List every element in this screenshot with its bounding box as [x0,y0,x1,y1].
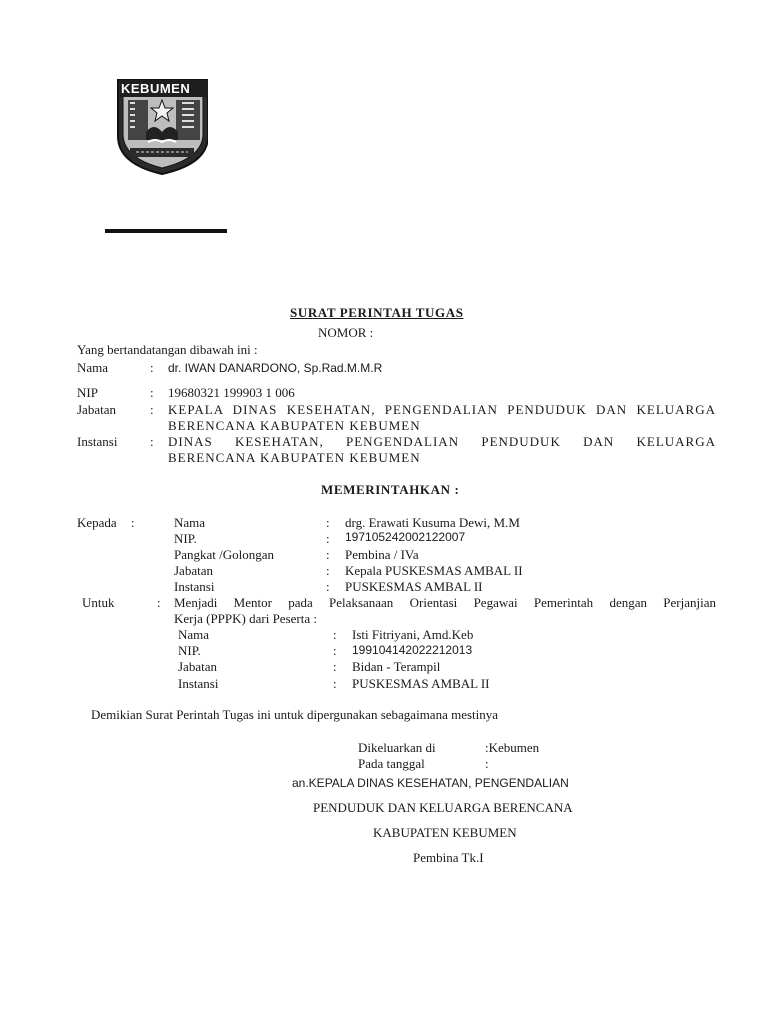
kepada-jabatan-value: Kepala PUSKESMAS AMBAL II [345,563,523,578]
peserta-instansi-label: Instansi [178,676,219,691]
signature-rank: Pembina Tk.I [413,850,484,865]
kepada-nip-value: 197105242002122007 [345,530,466,544]
kepada-nama-colon: : [326,515,330,530]
kepada-instansi-label: Instansi [174,579,215,594]
untuk-line2: Kerja (PPPK) dari Peserta : [174,611,317,626]
signer-instansi-colon: : [150,434,154,449]
kepada-nip-colon: : [326,531,330,546]
issued-date-label: Pada tanggal [358,756,425,771]
untuk-line1: Menjadi Mentor pada Pelaksanaan Orientasi Pegawai Pemerintah dengan Perjanjian [174,595,716,610]
peserta-nama-label: Nama [178,627,210,642]
signer-jabatan-label: Jabatan [77,402,116,417]
peserta-jabatan-label: Jabatan [178,659,217,674]
logo-text: KEBUMEN [121,81,191,96]
peserta-instansi-colon: : [333,676,337,691]
kepada-pangkat-colon: : [326,547,330,562]
document-title: SURAT PERINTAH TUGAS [290,305,464,320]
kepada-instansi-colon: : [326,579,330,594]
peserta-nama-colon: : [333,627,337,642]
peserta-jabatan-colon: : [333,659,337,674]
signer-nip-colon: : [150,385,154,400]
issued-place-label: Dikeluarkan di [358,740,436,755]
peserta-nip-colon: : [333,643,337,658]
kepada-nama-value: drg. Erawati Kusuma Dewi, M.M [345,515,520,530]
signer-jabatan-colon: : [150,402,154,417]
signer-instansi-line1: DINAS KESEHATAN, PENGENDALIAN PENDUDUK DAN KELUARGA [168,434,716,449]
intro-text: Yang bertandatangan dibawah ini : [77,342,258,357]
nomor-label: NOMOR : [318,325,374,340]
signer-nama-label: Nama [77,360,109,375]
kepada-pangkat-value: Pembina / IVa [345,547,419,562]
kepada-colon: : [131,515,135,530]
kepada-nip-label: NIP. [174,531,197,546]
peserta-jabatan-value: Bidan - Terampil [352,659,441,674]
kepada-pangkat-label: Pangkat /Golongan [174,547,275,562]
peserta-instansi-value: PUSKESMAS AMBAL II [352,676,490,691]
signer-nama-colon: : [150,360,154,375]
kepada-jabatan-label: Jabatan [174,563,213,578]
peserta-nip-value: 199104142022212013 [352,643,473,657]
kepada-instansi-value: PUSKESMAS AMBAL II [345,579,483,594]
kebumen-logo [116,76,208,176]
kepada-nama-label: Nama [174,515,206,530]
untuk-label: Untuk [82,595,115,610]
letterhead-rule [105,229,227,233]
signature-line3: KABUPATEN KEBUMEN [373,825,517,840]
signature-line1: an.KEPALA DINAS KESEHATAN, PENGENDALIAN [292,776,569,790]
issued-place-value: :Kebumen [485,740,540,755]
untuk-colon: : [157,595,161,610]
issued-date-colon: : [485,756,489,771]
kepada-jabatan-colon: : [326,563,330,578]
signer-instansi-line2: BERENCANA KABUPATEN KEBUMEN [168,450,421,465]
signer-jabatan-line1: KEPALA DINAS KESEHATAN, PENGENDALIAN PENDUDUK DAN KELUARGA [168,402,716,417]
signer-jabatan-line2: BERENCANA KABUPATEN KEBUMEN [168,418,421,433]
signature-line2: PENDUDUK DAN KELUARGA BERENCANA [313,800,573,815]
peserta-nama-value: Isti Fitriyani, Amd.Keb [352,627,474,642]
signer-nama-value: dr. IWAN DANARDONO, Sp.Rad.M.M.R [168,361,383,375]
signer-nip-value: 19680321 199903 1 006 [168,385,295,400]
signer-nip-label: NIP [77,385,98,400]
kepada-label: Kepada [77,515,117,530]
peserta-nip-label: NIP. [178,643,201,658]
order-heading: MEMERINTAHKAN : [321,482,460,497]
signer-instansi-label: Instansi [77,434,118,449]
closing-text: Demikian Surat Perintah Tugas ini untuk dipergunakan sebagaimana mestinya [91,707,499,722]
